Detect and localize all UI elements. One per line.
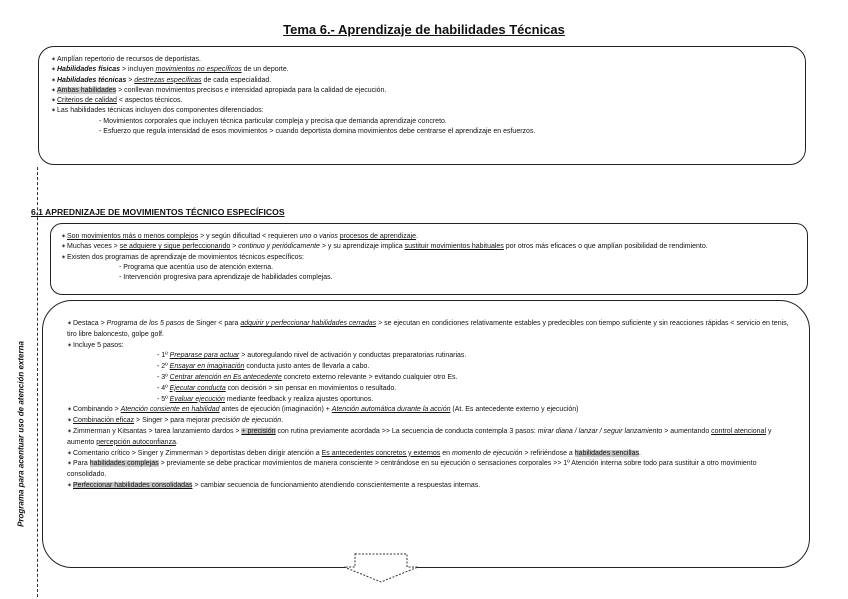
italic-text: precisión de ejecución [211, 417, 282, 425]
star-bullet-icon: ✶ [61, 244, 67, 251]
body-text: > cambiar secuencia de funcionamiento atendiendo conscientemente a respuestas internas. [192, 481, 481, 489]
star-bullet-icon: ✶ [61, 254, 67, 261]
step-item [67, 362, 797, 373]
program-line [67, 416, 797, 427]
highlighted-text: habilidades sencillas [574, 449, 639, 457]
step-item [67, 384, 797, 395]
star-bullet-icon: ✶ [67, 482, 73, 489]
star-bullet-icon: ✶ [51, 108, 57, 115]
highlighted-text: Ambas habilidades [57, 86, 117, 94]
movements-line [61, 232, 797, 242]
intro-line [51, 86, 795, 96]
intro-text: > incluyen [120, 66, 156, 74]
body-text: en [440, 449, 452, 457]
program-item: - Programa que acentúa uso de atención externa. [119, 263, 274, 271]
step-name: Ejecutar conducta [169, 384, 226, 392]
program-line [67, 319, 797, 341]
highlighted-text: + precisión [241, 427, 276, 435]
underlined-text: percepción autoconfianza [96, 438, 176, 446]
intro-line [51, 55, 795, 65]
star-bullet-icon: ✶ [67, 428, 73, 435]
program-line [67, 427, 797, 449]
intro-line [51, 106, 795, 116]
body-text: antes de ejecución (imaginación) + [219, 406, 332, 414]
italic-text: Programa de los 5 pasos [106, 320, 185, 327]
italic-text: momento de ejecución [452, 449, 523, 457]
movements-box [50, 223, 808, 295]
body-text: Existen dos programas de aprendizaje de movimientos técnicos específicos: [67, 253, 304, 261]
underlined-text: Combinación eficaz [73, 417, 135, 425]
body-text: por otros más eficaces o que amplían posibilidad de rendimiento. [503, 243, 708, 251]
step-text: mediante feedback y realiza ajustes oportunos. [224, 395, 374, 403]
italic-text: uno o varios [299, 233, 338, 240]
body-text: . [281, 417, 284, 425]
underlined-text: control atencional [711, 427, 767, 435]
program-box [42, 300, 810, 568]
body-text: (At. Es antecedente externo y ejecución) [450, 406, 579, 414]
body-text: y aumento [67, 427, 772, 446]
body-text: . [639, 449, 641, 457]
star-bullet-icon: ✶ [51, 98, 57, 105]
step-number: - 4º [157, 384, 170, 392]
underlined-text: Son movimientos más o menos complejos [67, 233, 199, 240]
body-text: > aumentando [662, 427, 712, 435]
program-line [67, 341, 797, 352]
underlined-text: procesos de aprendizaje [339, 233, 417, 240]
intro-text: Amplían repertorio de recursos de deportistas. [57, 56, 201, 63]
star-bullet-icon: ✶ [51, 67, 57, 74]
intro-line [51, 96, 795, 106]
star-bullet-icon: ✶ [67, 342, 73, 349]
intro-subitem: - Movimientos corporales que incluyen técnica particular compleja y precisa que demanda aprendizaje concreto. [99, 117, 447, 125]
program-line [67, 449, 797, 460]
star-bullet-icon: ✶ [51, 77, 57, 84]
step-number: - 1º [157, 352, 170, 360]
body-text: Comentario crítico > Singer y Zimmerman > deportistas deben dirigir atención a [73, 449, 322, 457]
underlined-text: Es antecedentes concretos y externos [321, 449, 441, 457]
body-text: con rutina previamente acordada >> La secuencia de conducta contempla 3 pasos: [275, 427, 538, 435]
step-item [67, 351, 797, 362]
italic-text: mirar diana / lanzar / seguir lanzamiento [537, 427, 663, 435]
term-technical-skills: Habilidades técnicas [57, 76, 127, 84]
program-item: - Intervención progresiva para aprendizaje de habilidades complejas. [119, 274, 333, 282]
underlined-text: Criterios de calidad [57, 97, 117, 105]
star-bullet-icon: ✶ [67, 418, 73, 425]
step-name: Evaluar ejecución [169, 395, 225, 403]
intro-text: > conllevan movimientos precisos e intensidad apropiada para la calidad de ejecución. [116, 86, 387, 94]
term-physical-skills: Habilidades físicas [57, 66, 121, 74]
body-text: > Singer > para mejorar [134, 417, 212, 425]
intro-text: < aspectos técnicos. [116, 97, 183, 105]
step-name: Centrar atención en Es antecedente [169, 373, 282, 381]
program-line [67, 459, 797, 481]
underlined-text: se adquiere y sigue perfeccionando [119, 243, 231, 251]
step-number: - 2º [157, 363, 170, 371]
step-text: concreto externo relevante > evitando cualquier otro Es. [281, 373, 458, 381]
body-text: Incluye 5 pasos: [73, 341, 124, 349]
star-bullet-icon: ✶ [67, 450, 73, 457]
side-label [3, 300, 39, 568]
body-text: Para [73, 460, 90, 468]
side-label-text: Programa para acentuar uso de atención externa [17, 300, 26, 568]
body-text: > y según dificultad < requieren [198, 233, 300, 240]
step-text: conducta justo antes de llevarla a cabo. [244, 363, 370, 371]
body-text: Muchas veces > [67, 243, 120, 251]
page-title: Tema 6.- Aprendizaje de habilidades Técnicas [283, 22, 565, 37]
star-bullet-icon: ✶ [67, 407, 73, 414]
star-bullet-icon: ✶ [51, 57, 57, 63]
program-line [67, 405, 797, 416]
step-name: Ensayar en imaginación [169, 363, 245, 371]
down-arrow-icon [343, 553, 419, 583]
section-title: 6.1 APREDNIZAJE DE MOVIMIENTOS TÉCNICO ESPECÍFICOS [31, 207, 285, 217]
underlined-text: Atención automática durante la acción [331, 406, 451, 414]
movements-line [61, 242, 797, 252]
body-text: > y su aprendizaje implica [319, 243, 405, 251]
body-text: > [230, 243, 239, 251]
body-text: . [416, 233, 419, 240]
body-text: > previamente se debe practicar movimientos de manera consciente > centrándose en su ejecución o sensaciones corporales >> 1º Atención interna sobre todo para sustituir a otro movimiento consolidado. [67, 460, 757, 479]
highlighted-text: Perfeccionar habilidades consolidadas [73, 481, 193, 489]
step-text: con decisión > sin pensar en movimientos o resultado. [225, 384, 397, 392]
intro-line [51, 76, 795, 86]
step-text: > autoregulando nivel de activación y conductas preparatorias rutinarias. [239, 352, 467, 360]
underlined-text: movimientos no específicos [155, 66, 242, 74]
step-number: - 5º [157, 395, 170, 403]
step-item [67, 373, 797, 384]
body-text: Combinando > [73, 406, 121, 414]
body-text: Destaca > [73, 320, 107, 327]
step-item [67, 395, 797, 406]
highlighted-text: habilidades complejas [89, 460, 159, 468]
italic-text: continuo y periódicamente [238, 243, 320, 251]
intro-line [51, 65, 795, 75]
intro-subitem: - Esfuerzo que regula intensidad de esos movimientos > cuando deportista domina movimientos debe centrarse el aprendizaje en esfuerzos. [99, 128, 536, 136]
body-text: > se ejecutan en condiciones relativamente estables y predecibles con tiempo suficiente y sin reacciones rápidas < servicio en tenis, tiro libre baloncesto, golpe golf. [67, 320, 789, 338]
body-text: > refiriéndose a [522, 449, 575, 457]
star-bullet-icon: ✶ [61, 234, 67, 240]
body-text: Zimmerman y Kitsantas > tarea lanzamiento dardos > [73, 427, 242, 435]
step-number: - 3º [157, 373, 170, 381]
intro-text: de un deporte. [241, 66, 289, 74]
star-bullet-icon: ✶ [51, 87, 57, 94]
star-bullet-icon: ✶ [67, 461, 73, 468]
movements-line [61, 253, 797, 263]
body-text: de Singer < para [184, 320, 241, 327]
program-line [67, 481, 797, 492]
step-name: Preparase para actuar [169, 352, 240, 360]
intro-text: de cada especialidad. [201, 76, 272, 84]
intro-text: > [126, 76, 135, 84]
underlined-text: destrezas específicas [134, 76, 202, 84]
star-bullet-icon: ✶ [67, 321, 73, 327]
intro-box [38, 46, 806, 165]
intro-text: Las habilidades técnicas incluyen dos componentes diferenciados: [57, 107, 264, 115]
underlined-text: sustituir movimientos habituales [404, 243, 504, 251]
underlined-text: Atención consiente en habilidad [120, 406, 220, 414]
underlined-text: adquirir y perfeccionar habilidades cerradas [240, 320, 377, 327]
body-text: . [175, 438, 178, 446]
